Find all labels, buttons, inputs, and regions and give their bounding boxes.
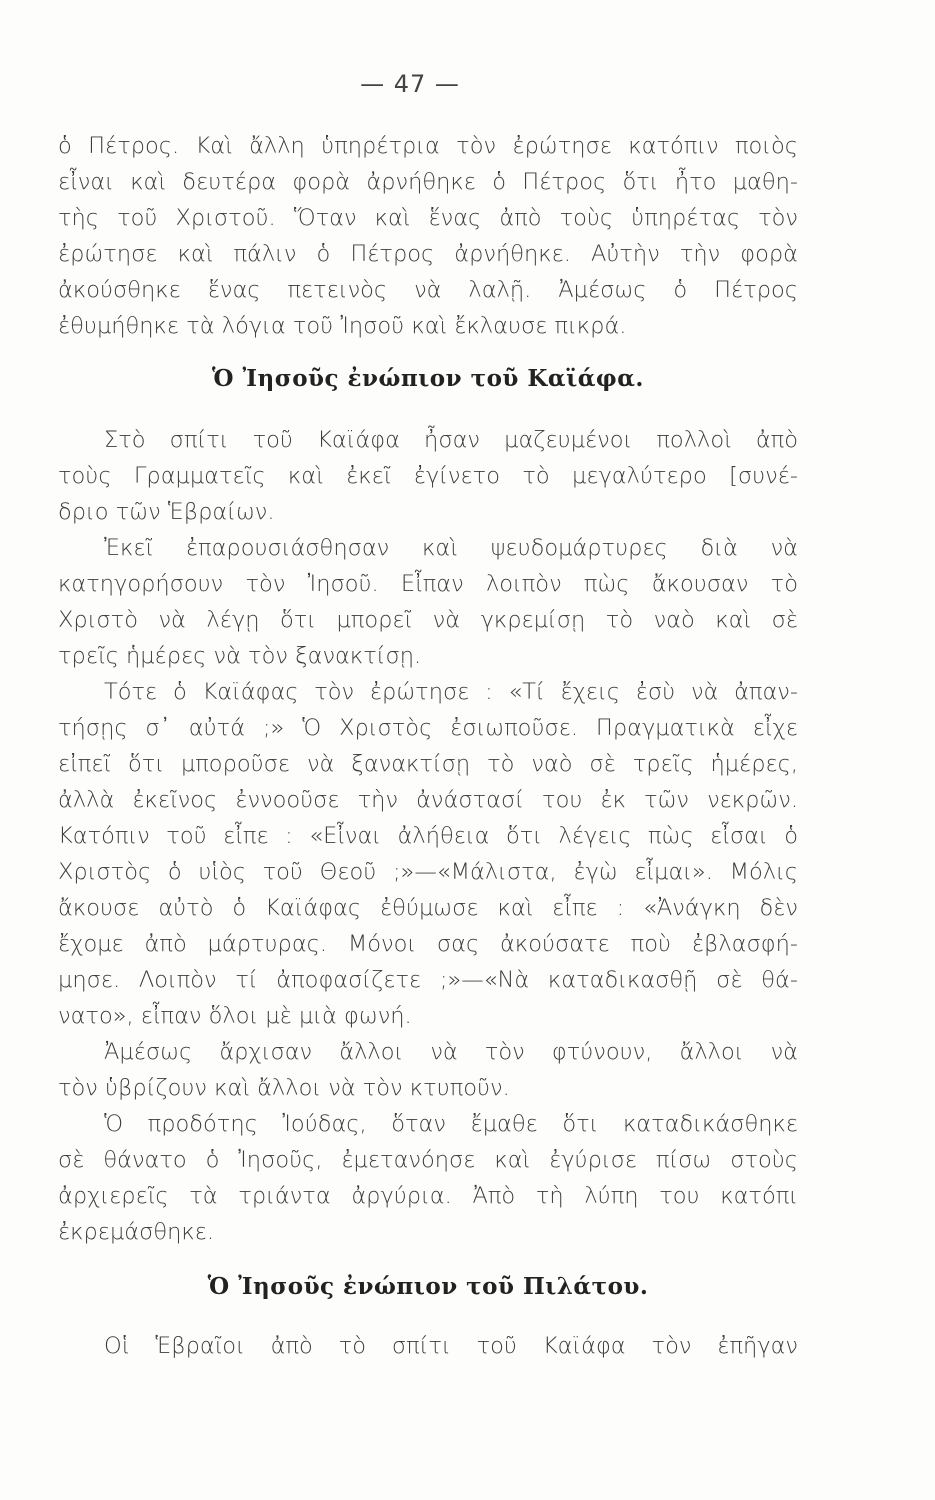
paragraph <box>58 422 798 530</box>
text-line: ἄκουσε αὐτὸ ὁ Καϊάφας ἐθύμωσε καὶ εἶπε : «Ἀνάγκη δὲν <box>58 895 798 921</box>
page-body <box>58 128 798 1364</box>
paragraph <box>58 1328 798 1364</box>
text-line: ἀκούσθηκε ἕνας πετεινὸς νὰ λαλῇ. Ἀμέσως ὁ Πέτρος <box>58 277 798 303</box>
section-heading: Ὁ Ἰησοῦς ἐνώπιον τοῦ Πιλάτου. <box>207 1273 649 1300</box>
paragraph <box>58 530 798 674</box>
text-line: μησε. Λοιπὸν τί ἀποφασίζετε ;»—«Νὰ καταδικασθῇ σὲ θά- <box>58 967 798 993</box>
text-line: ὁ Πέτρος. Καὶ ἄλλη ὑπηρέτρια τὸν ἐρώτησε κατόπιν ποιὸς <box>58 133 798 159</box>
text-line: Στὸ σπίτι τοῦ Καϊάφα ἦσαν μαζευμένοι πολλοὶ ἀπὸ <box>104 427 798 453</box>
paragraph <box>58 1106 798 1250</box>
text-line: ἔχομε ἀπὸ μάρτυρας. Μόνοι σας ἀκούσατε ποὺ ἐβλασφή- <box>58 931 798 957</box>
text-line: εἰπεῖ ὅτι μποροῦσε νὰ ξανακτίσῃ τὸ ναὸ σὲ τρεῖς ἡμέρες, <box>58 751 798 777</box>
text-line: ἀρχιερεῖς τὰ τριάντα ἀργύρια. Ἀπὸ τὴ λύπη του κατόπι <box>58 1183 798 1209</box>
text-line: Χριστὸς ὁ υἱὸς τοῦ Θεοῦ ;»—«Μάλιστα, ἐγὼ εἶμαι». Μόλις <box>58 859 798 885</box>
text-line: Χριστὸ νὰ λέγῃ ὅτι μπορεῖ νὰ γκρεμίσῃ τὸ ναὸ καὶ σὲ <box>58 607 798 633</box>
paragraph <box>58 1034 798 1106</box>
text-line: τὴς τοῦ Χριστοῦ. Ὅταν καὶ ἕνας ἀπὸ τοὺς ὑπηρέτας τὸν <box>58 205 798 231</box>
text-line: τὸν ὑβρίζουν καὶ ἄλλοι νὰ τὸν κτυποῦν. <box>58 1075 510 1101</box>
text-line: Κατόπιν τοῦ εἶπε : «Εἶναι ἀλήθεια ὅτι λέγεις πὼς εἶσαι ὁ <box>58 823 798 849</box>
paragraph <box>58 674 798 1034</box>
section-heading: Ὁ Ἰησοῦς ἐνώπιον τοῦ Καϊάφα. <box>212 365 644 392</box>
text-line: κατηγορήσουν τὸν Ἰησοῦ. Εἶπαν λοιπὸν πὼς ἄκουσαν τὸ <box>58 571 798 597</box>
text-line: ἐρώτησε καὶ πάλιν ὁ Πέτρος ἀρνήθηκε. Αὐτὴν τὴν φορὰ <box>58 241 798 267</box>
text-line: νατο», εἶπαν ὅλοι μὲ μιὰ φωνή. <box>58 1003 412 1029</box>
text-line: τήσῃς σ᾽ αὐτά ;» Ὁ Χριστὸς ἐσιωποῦσε. Πραγματικὰ εἶχε <box>58 715 798 741</box>
text-line: Ὁ προδότης Ἰούδας, ὅταν ἔμαθε ὅτι καταδικάσθηκε <box>104 1111 798 1137</box>
text-line: τοὺς Γραμματεῖς καὶ ἐκεῖ ἐγίνετο τὸ μεγαλύτερο [συνέ- <box>58 463 798 489</box>
text-line: τρεῖς ἡμέρες νὰ τὸν ξανακτίσῃ. <box>58 643 422 669</box>
text-line: Ἐκεῖ ἐπαρουσιάσθησαν καὶ ψευδομάρτυρες διὰ νὰ <box>104 535 798 561</box>
text-line: Τότε ὁ Καϊάφας τὸν ἐρώτησε : «Τί ἔχεις ἐσὺ νὰ ἀπαν- <box>104 679 798 705</box>
text-line: σὲ θάνατο ὁ Ἰησοῦς, ἐμετανόησε καὶ ἐγύρισε πίσω στοὺς <box>58 1147 798 1173</box>
text-line: ἐθυμήθηκε τὰ λόγια τοῦ Ἰησοῦ καὶ ἔκλαυσε πικρά. <box>58 313 627 339</box>
text-line: ἀλλὰ ἐκεῖνος ἐννοοῦσε τὴν ἀνάστασί του ἐκ τῶν νεκρῶν. <box>58 787 798 813</box>
paragraph <box>58 128 798 344</box>
text-line: ἐκρεμάσθηκε. <box>58 1219 215 1245</box>
page-number: — 47 — <box>360 70 460 98</box>
text-line: Οἱ Ἑβραῖοι ἀπὸ τὸ σπίτι τοῦ Καϊάφα τὸν ἐπῆγαν <box>104 1333 798 1359</box>
text-line: Ἀμέσως ἄρχισαν ἄλλοι νὰ τὸν φτύνουν, ἄλλοι νὰ <box>104 1039 798 1065</box>
text-line: εἶναι καὶ δευτέρα φορὰ ἀρνήθηκε ὁ Πέτρος ὅτι ἦτο μαθη- <box>58 169 798 195</box>
text-line: δριο τῶν Ἑβραίων. <box>58 499 275 525</box>
